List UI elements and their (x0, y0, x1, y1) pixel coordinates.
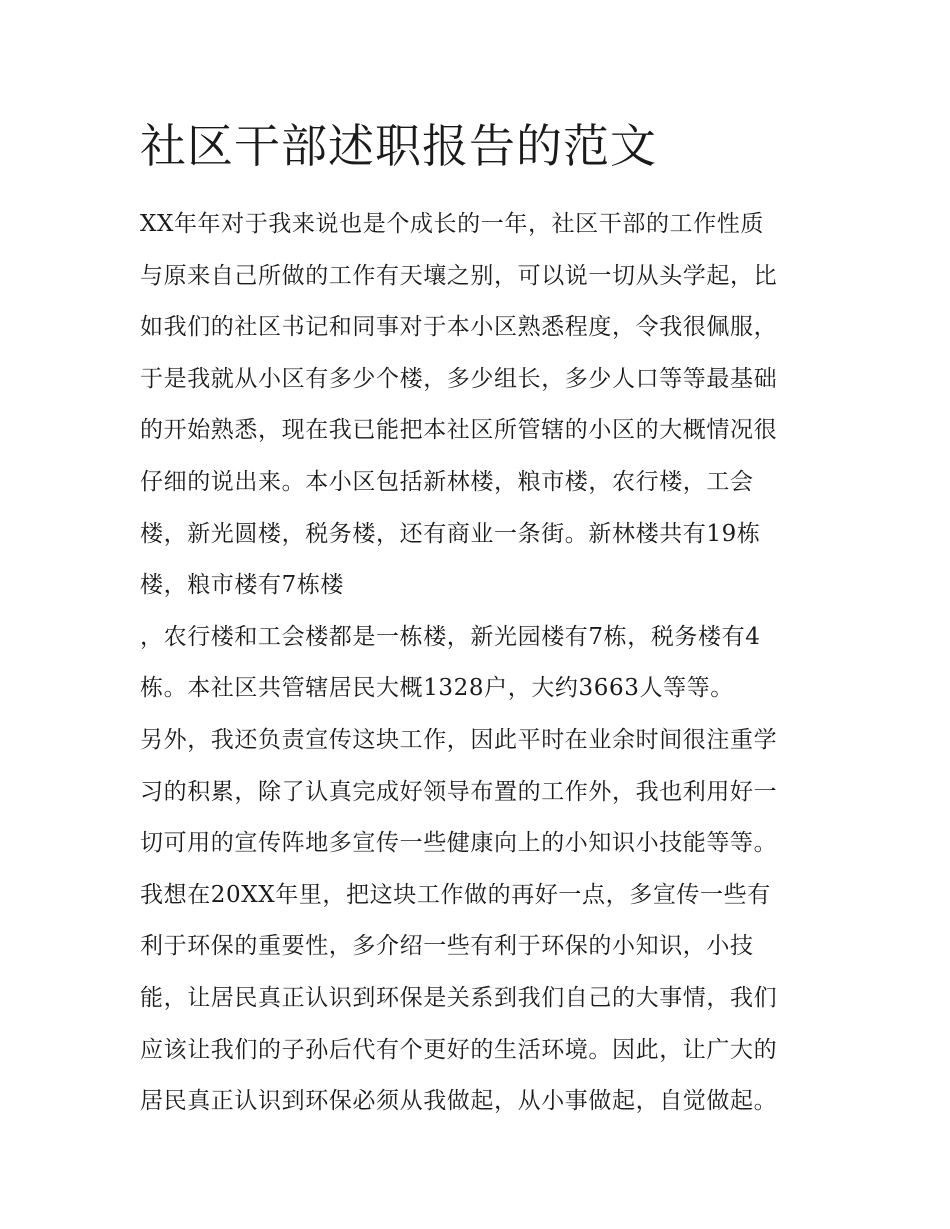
body-line: 另外，我还负责宣传这块工作，因此平时在业余时间很注重学 (140, 726, 778, 753)
body-line: 的开始熟悉，现在我已能把本社区所管辖的小区的大概情况很 (140, 417, 778, 444)
body-line: 栋。本社区共管辖居民大概1328户，大约3663人等等。 (140, 675, 734, 702)
body-line: 仔细的说出来。本小区包括新林楼，粮市楼，农行楼，工会 (140, 468, 754, 495)
body-line: 切可用的宣传阵地多宣传一些健康向上的小知识小技能等等。 (140, 830, 778, 857)
body-line: 如我们的社区书记和同事对于本小区熟悉程度，令我很佩服， (140, 314, 778, 341)
body-line: 于是我就从小区有多少个楼，多少组长，多少人口等等最基础 (140, 365, 778, 392)
document-title: 社区干部述职报告的范文 (140, 119, 657, 173)
document-body (140, 204, 830, 1133)
body-line: 习的积累，除了认真完成好领导布置的工作外，我也利用好一 (140, 778, 778, 805)
body-line: 楼，新光圆楼，税务楼，还有商业一条街。新林楼共有19栋 (140, 520, 761, 547)
body-line: 与原来自己所做的工作有天壤之别，可以说一切从头学起，比 (140, 262, 778, 289)
body-line: 能，让居民真正认识到环保是关系到我们自己的大事情，我们 (140, 984, 778, 1011)
body-line: 楼，粮市楼有7栋楼 (140, 572, 345, 599)
body-line: 利于环保的重要性，多介绍一些有利于环保的小知识，小技 (140, 933, 754, 960)
body-line: 应该让我们的子孙后代有个更好的生活环境。因此，让广大的 (140, 1036, 778, 1063)
body-line: ，农行楼和工会楼都是一栋楼，新光园楼有7栋，税务楼有4 (140, 623, 761, 650)
body-line: XX年年对于我来说也是个成长的一年，社区干部的工作性质 (140, 211, 764, 237)
body-line: 我想在20XX年里，把这块工作做的再好一点，多宣传一些有 (140, 881, 771, 908)
body-line: 居民真正认识到环保必须从我做起，从小事做起，自觉做起。 (140, 1088, 778, 1115)
